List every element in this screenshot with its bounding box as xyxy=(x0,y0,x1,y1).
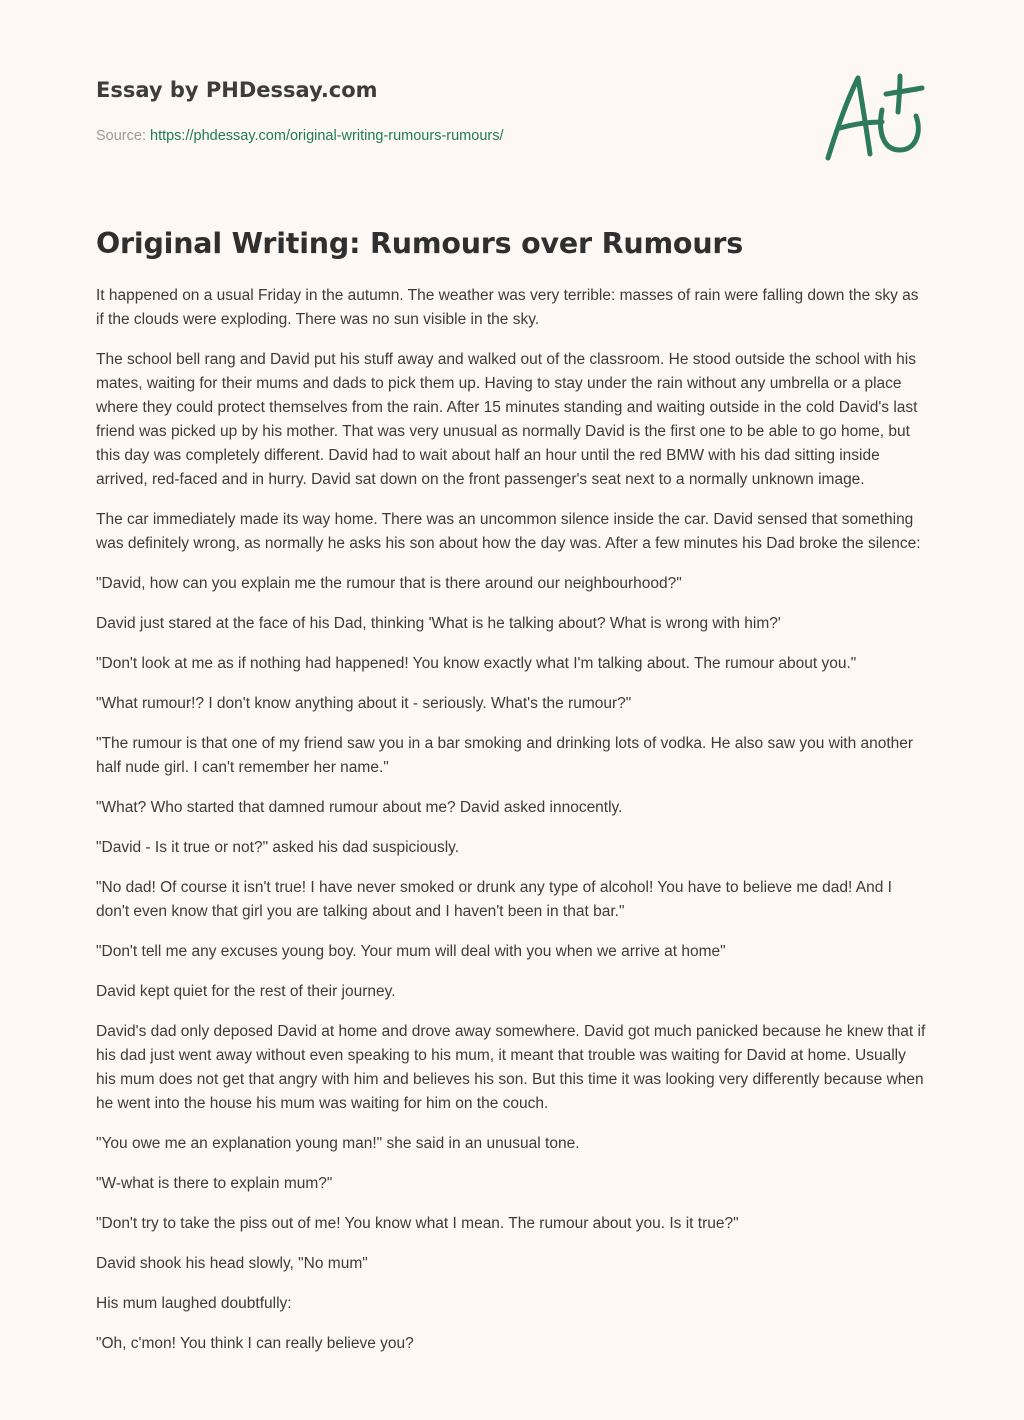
paragraph: "The rumour is that one of my friend saw you in a bar smoking and drinking lots of vodka. He also saw you with another half nude girl. I can't remember her name." xyxy=(96,735,914,776)
paragraph: David's dad only deposed David at home and drove away somewhere. David got much panicked because he knew that if his dad just went away without even speaking to his mum, it meant that trouble was waiting for David at home. Usually his mum does not get that angry with him and believes his son. But this time it was looking very differently because when he went into the house his mum was waiting for him on the couch. xyxy=(96,1023,926,1112)
paragraph: "Don't tell me any excuses young boy. Your mum will deal with you when we arrive at home" xyxy=(96,943,726,960)
paragraph: "You owe me an explanation young man!" she said in an unusual tone. xyxy=(96,1135,580,1152)
paragraph: David just stared at the face of his Dad, thinking 'What is he talking about? What is wrong with him?' xyxy=(96,615,781,632)
paragraph: "What rumour!? I don't know anything about it - seriously. What's the rumour?" xyxy=(96,695,632,712)
paragraph: The school bell rang and David put his stuff away and walked out of the classroom. He stood outside the school with his mates, waiting for their mums and dads to pick them up. Having to stay under the rain without any umbrella or a place where they could protect themselves from the rain. After 15 minutes standing and waiting outside in the cold David's last friend was picked up by his mother. That was very unusual as normally David is the first one to be able to go home, but this day was completely different. David had to wait about half an hour until the red BMW with his dad sitting inside arrived, red-faced and in hurry. David sat down on the front passenger's seat next to a normally unknown image. xyxy=(96,351,918,488)
paragraph: "David, how can you explain me the rumour that is there around our neighbourhood?" xyxy=(96,575,682,592)
paragraph: The car immediately made its way home. There was an uncommon silence inside the car. David sensed that something was definitely wrong, as normally he asks his son about how the day was. After a few minutes his Dad broke the silence: xyxy=(96,511,921,552)
paragraph: "Don't look at me as if nothing had happened! You know exactly what I'm talking about. The rumour about you." xyxy=(96,655,857,672)
header xyxy=(96,74,796,146)
source-link[interactable]: https://phdessay.com/original-writing-rumours-rumours/ xyxy=(150,128,504,144)
paragraph: David kept quiet for the rest of their journey. xyxy=(96,983,396,1000)
paragraph: David shook his head slowly, "No mum" xyxy=(96,1255,368,1272)
source-line xyxy=(96,126,796,146)
paragraph: It happened on a usual Friday in the autumn. The weather was very terrible: masses of rain were falling down the sky as if the clouds were exploding. There was no sun visible in the sky. xyxy=(96,287,919,328)
paragraph: His mum laughed doubtfully: xyxy=(96,1295,292,1312)
paragraph: "What? Who started that damned rumour about me? David asked innocently. xyxy=(96,799,623,816)
source-label: Source: xyxy=(96,128,150,144)
paragraph: "Oh, c'mon! You think I can really believe you? xyxy=(96,1335,414,1352)
essay-body xyxy=(96,284,928,1372)
site-brand: Essay by PHDessay.com xyxy=(96,78,378,102)
paragraph: "No dad! Of course it isn't true! I have never smoked or drunk any type of alcohol! You have to believe me dad! And I don't even know that girl you are talking about and I haven't been in that bar." xyxy=(96,879,892,920)
paragraph: "W-what is there to explain mum?" xyxy=(96,1175,333,1192)
paragraph: "Don't try to take the piss out of me! You know what I mean. The rumour about you. Is it true?" xyxy=(96,1215,739,1232)
paragraph: "David - Is it true or not?" asked his dad suspiciously. xyxy=(96,839,460,856)
essay-title: Original Writing: Rumours over Rumours xyxy=(96,227,744,260)
a-plus-logo-icon xyxy=(818,66,930,166)
